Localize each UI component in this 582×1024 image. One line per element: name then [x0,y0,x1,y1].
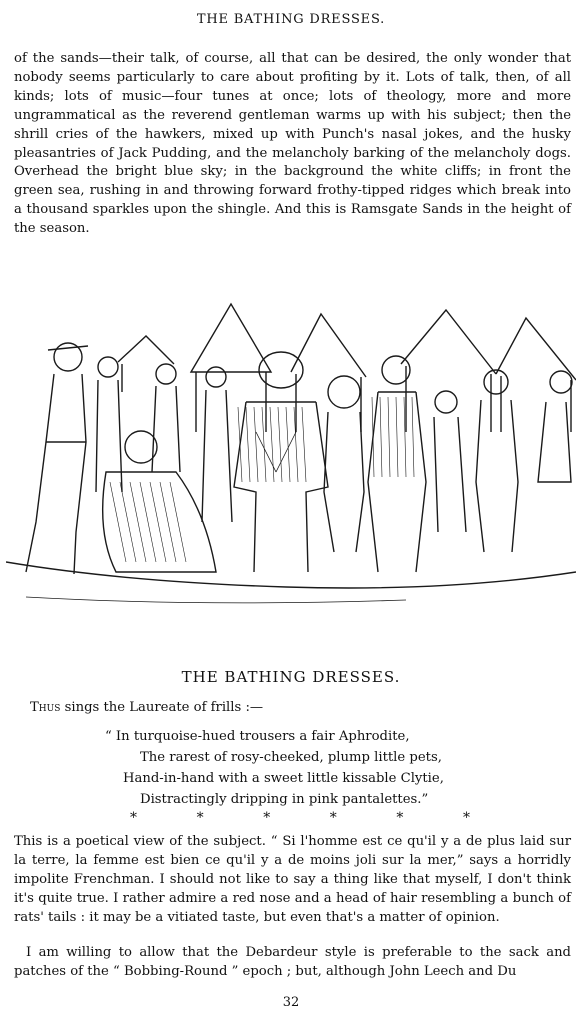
paragraph-ramsgate-sands: of the sands—their talk, of course, all that can be desired, the only wonder that nobody seems particularly to care about profiting by it. Lots of talk, then, of all kinds; lots of music—four tunes at once; lots of theology, more and more ungrammatical as the reverend gentleman warms up with his subject; then the shrill cries of the hawkers, mixed up with Punch's nasal jokes, and the husky pleasantries of Jack Pudding, and the melancholy barking of the melancholy dogs. Overhead the bright blue sky; in the background the white cliffs; in front the green sea, rushing in and throwing forward frothy-tipped ridges which break into a thousand sparkles upon the shingle. And this is Ramsgate Sands in the height of the season. [14,51,571,237]
poem-line: Distractingly dripping in pink pantalettes.” [140,792,429,807]
star: * [196,810,204,826]
paragraph-poetical-view: This is a poetical view of the subject. “ Si l'homme est ce qu'il y a de plus laid sur la terre, la femme est bien ce qu'il y a de moins joli sur la mer,” says a horridly impolite Frenchman. I should not like to say a thing like that myself, I don't think it's quite true. I rather admire a red nose and a head of hair resembling a bunch of rats' tails : it may be a vitiated taste, but even that's a matter of opinion. [14,834,571,925]
star: * [396,810,404,826]
star: * [329,810,337,826]
section-title: THE BATHING DRESSES. [181,668,401,686]
poem-line: The rarest of rosy-cheeked, plump little pets, [140,750,442,765]
poem-intro [30,700,263,715]
star: * [263,810,271,826]
intro-first-word: Thus [30,700,61,715]
star: * [130,810,137,826]
poem-stanza [0,726,582,810]
star: * [462,810,470,826]
poem-line: “ In turquoise-hued trousers a fair Aphrodite, [105,729,410,744]
running-head: THE BATHING DRESSES. [196,12,386,27]
paragraph-debardeur-style: I am willing to allow that the Debardeur style is preferable to the sack and patches of the “ Bobbing-Round ” epoch ; but, although John Leech and Du [14,945,571,979]
beach-crowd-illustration [6,282,576,620]
intro-rest: sings the Laureate of frills :— [60,700,264,715]
poem-line: Hand-in-hand with a sweet little kissable Clytie, [123,771,444,786]
page-number: 32 [282,995,300,1010]
section-break-stars [130,810,470,826]
